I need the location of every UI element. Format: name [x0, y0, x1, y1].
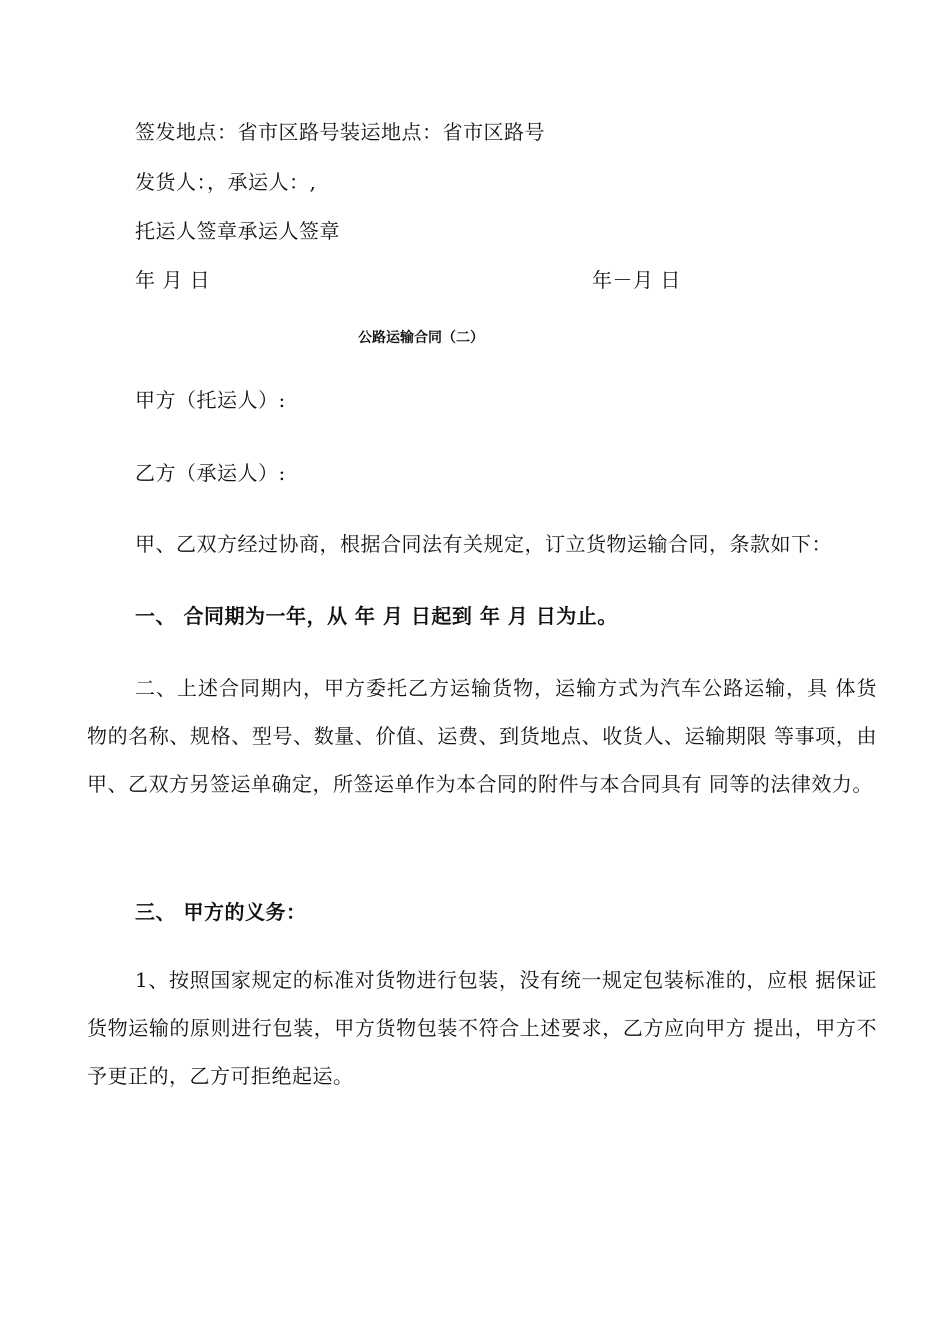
clause-3-item-1: 1、按照国家规定的标准对货物进行包装，没有统一规定包装标准的，应根 据保证货物运输的原则进行包装，甲方货物包装不符合上述要求，乙方应向甲方 提出，甲方不予更正的，乙方可拒绝起运。: [87, 968, 877, 1088]
party-a-line: 甲方（托运人）:: [135, 388, 286, 412]
clause-2: 二、上述合同期内，甲方委托乙方运输货物，运输方式为汽车公路运输，具 体货物的名称、规格、型号、数量、价值、运费、到货地点、收货人、运输期限 等事项，由甲、乙双方另签运单确定，所签运单作为本合同的附件与本合同具有 同等的法律效力。: [87, 676, 877, 796]
clause-3-heading: 三、 甲方的义务：: [135, 900, 307, 924]
signatures-line: 托运人签章承运人签章: [135, 219, 340, 243]
issue-place-line: 签发地点：省市区路号装运地点：省市区路号: [135, 120, 545, 144]
contract-title: 公路运输合同（二）: [358, 330, 484, 346]
parties-line: 发货人：，承运人：,: [135, 170, 317, 194]
date-right: 年－月 日: [592, 268, 681, 292]
party-b-line: 乙方（承运人）:: [135, 461, 286, 485]
clause-1: 一、 合同期为一年，从 年 月 日起到 年 月 日为止。: [135, 604, 618, 628]
date-left: 年 月 日: [135, 268, 211, 292]
intro-line: 甲、乙双方经过协商，根据合同法有关规定，订立货物运输合同，条款如下：: [135, 532, 832, 556]
